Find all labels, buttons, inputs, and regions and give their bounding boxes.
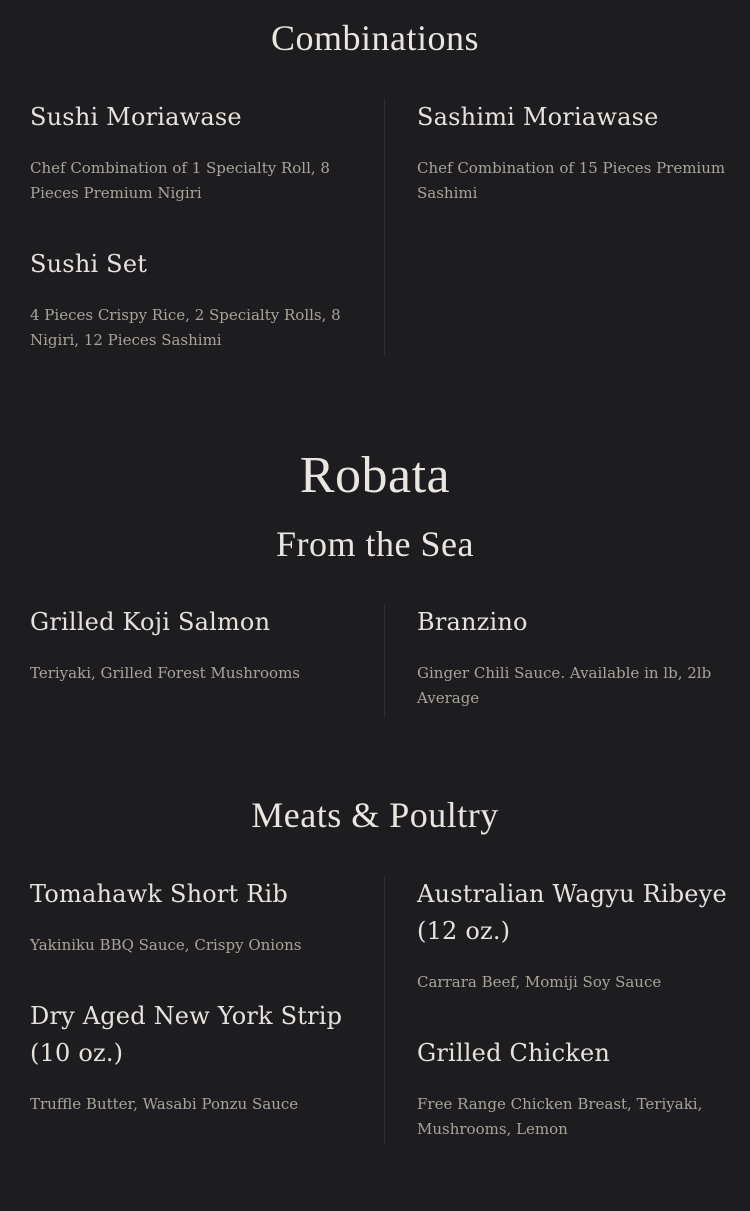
menu-item-name: Sushi Moriawase	[30, 103, 242, 131]
menu-item-grilled-koji-salmon	[30, 604, 360, 686]
section-title-combinations: Combinations	[270, 18, 479, 58]
menu-item-name: Dry Aged New York Strip (10 oz.)	[30, 1002, 343, 1067]
column-divider	[384, 99, 385, 356]
menu-item-name: Branzino	[417, 608, 528, 636]
menu-item-sushi-set	[30, 246, 360, 353]
menu-item-description: Teriyaki, Grilled Forest Mushrooms	[30, 664, 301, 682]
menu-item-description: Free Range Chicken Breast, Teriyaki, Mushrooms, Lemon	[417, 1095, 703, 1138]
column-divider	[384, 604, 385, 717]
menu-item-name: Australian Wagyu Ribeye (12 oz.)	[417, 880, 727, 945]
menu-item-description: Ginger Chili Sauce. Available in lb, 2lb Average	[417, 664, 712, 707]
menu-item-branzino	[417, 604, 727, 711]
menu-item-sashimi-moriawase	[417, 99, 727, 206]
section-title-robata: Robata	[299, 447, 451, 504]
section-title-from-the-sea: From the Sea	[276, 524, 474, 564]
menu-item-australian-wagyu-ribeye	[417, 876, 727, 995]
menu-item-name: Tomahawk Short Rib	[30, 880, 288, 908]
menu-item-sushi-moriawase	[30, 99, 360, 206]
menu-item-name: Sashimi Moriawase	[417, 103, 659, 131]
column-divider	[384, 876, 385, 1144]
menu-item-description: Chef Combination of 15 Pieces Premium Sashimi	[417, 159, 726, 202]
menu-item-name: Grilled Chicken	[417, 1039, 611, 1067]
menu-item-tomahawk-short-rib	[30, 876, 360, 958]
menu-item-name: Grilled Koji Salmon	[30, 608, 271, 636]
menu-item-description: Chef Combination of 1 Specialty Roll, 8 Pieces Premium Nigiri	[30, 159, 330, 202]
menu-item-grilled-chicken	[417, 1035, 727, 1142]
menu-item-description: Truffle Butter, Wasabi Ponzu Sauce	[30, 1095, 299, 1113]
menu-item-name: Sushi Set	[30, 250, 148, 278]
menu-item-description: 4 Pieces Crispy Rice, 2 Specialty Rolls, 8 Nigiri, 12 Pieces Sashimi	[30, 306, 341, 349]
menu-item-dry-aged-new-york-strip	[30, 998, 360, 1117]
menu-item-description: Yakiniku BBQ Sauce, Crispy Onions	[30, 936, 302, 954]
section-title-meats-and-poultry: Meats & Poultry	[251, 795, 499, 835]
menu-item-description: Carrara Beef, Momiji Soy Sauce	[417, 973, 662, 991]
